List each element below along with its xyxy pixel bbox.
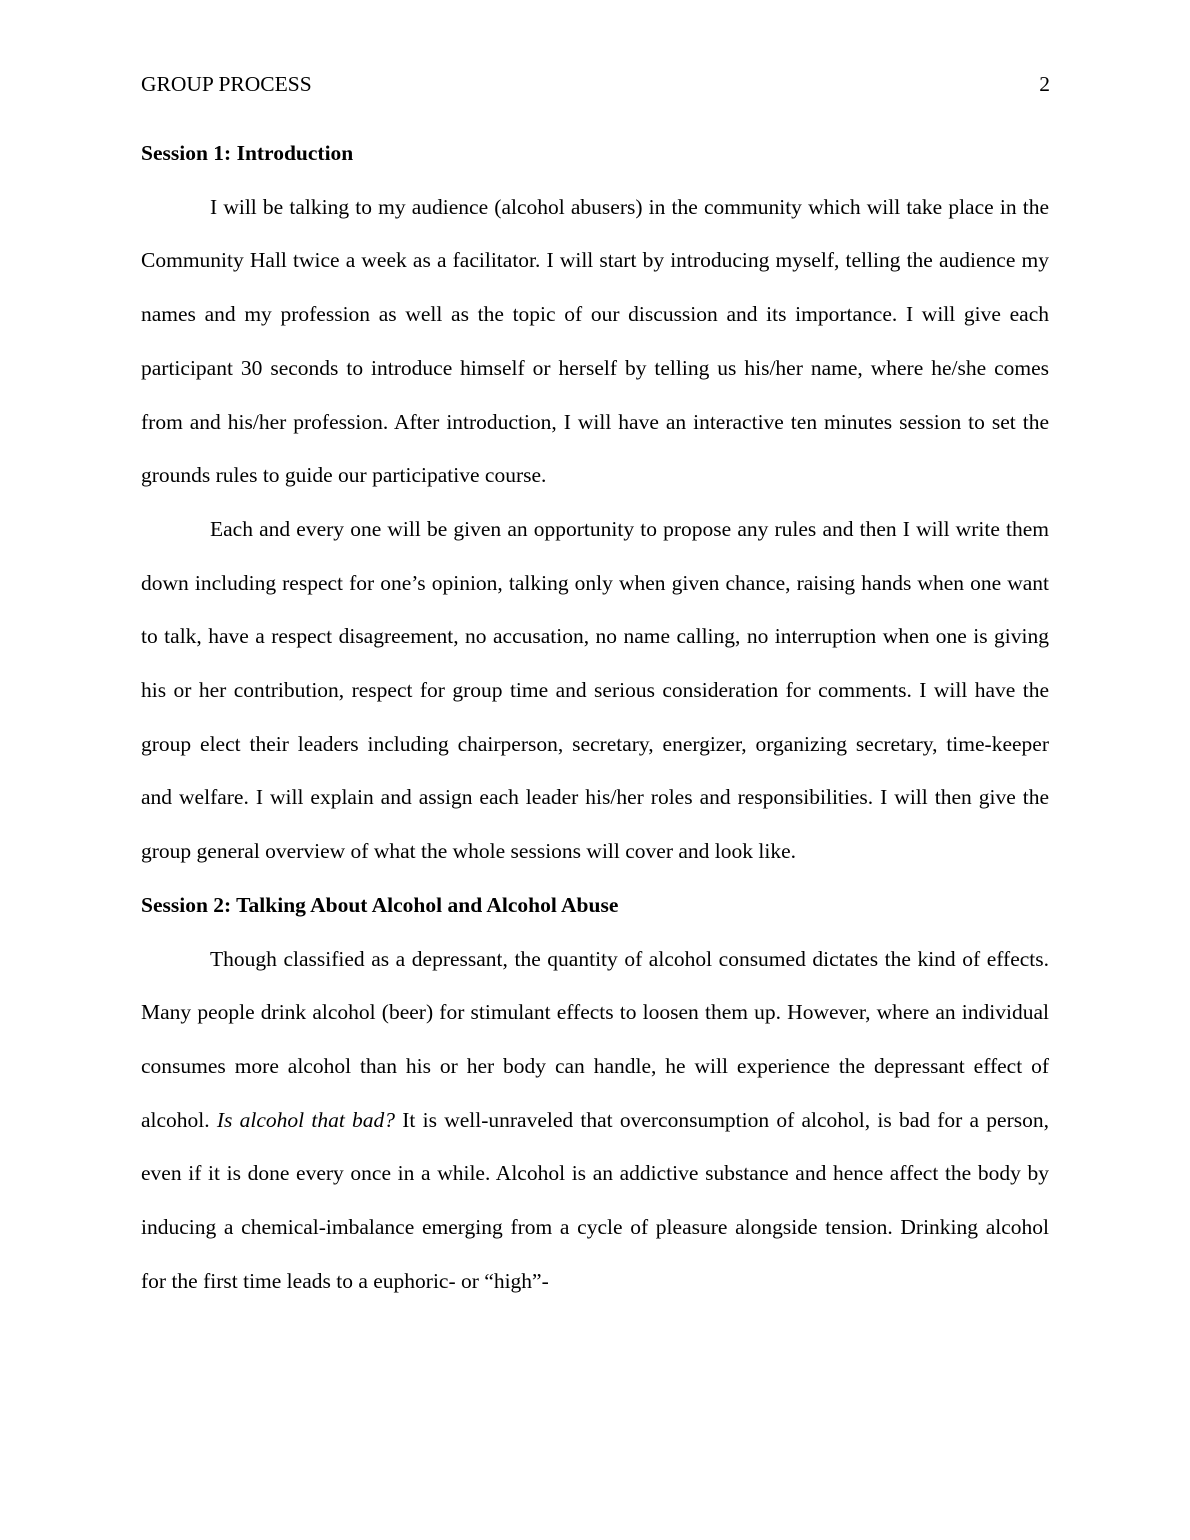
session-1-paragraph-1: I will be talking to my audience (alcohol abusers) in the community which will take place in the Community Hall twice a week as a facilitator. I will start by introducing myself, telling the audience my names and my profession as well as the topic of our discussion and its importance. I will give each participant 30 seconds to introduce himself or herself by telling us his/her name, where he/she comes from and his/her profession. After introduction, I will have an interactive ten minutes session to set the grounds rules to guide our participative course. [141,194,1049,488]
session-2-paragraph-1-text-b: It is well-unraveled that overconsumption of alcohol, is bad for a person, even if it is done every once in a while. Alcohol is an addictive substance and hence affect the body by inducing a chemical-imbalance emerging from a cycle of pleasure alongside tension. Drinking alcohol for the first time leads to a euphoric- or “high”- [141,1107,1049,1293]
session-2-paragraph-1 [141,933,1049,1309]
session-2-paragraph-1-text-a: Though classified as a depressant, the quantity of alcohol consumed dictates the kind of effects. Many people drink alcohol (beer) for stimulant effects to loosen them up. However, where an individual consumes more alcohol than his or her body can handle, he will experience the depressant effect of alcohol. [141,946,1049,1132]
session-1-paragraph-2: Each and every one will be given an opportunity to propose any rules and then I will write them down including respect for one’s opinion, talking only when given chance, raising hands when one want to talk, have a respect disagreement, no accusation, no name calling, no interruption when one is giving his or her contribution, respect for group time and serious consideration for comments. I will have the group elect their leaders including chairperson, secretary, energizer, organizing secretary, time-keeper and welfare. I will explain and assign each leader his/her roles and responsibilities. I will then give the group general overview of what the whole sessions will cover and look like. [141,516,1049,864]
session-1-heading: Session 1: Introduction [141,141,354,165]
running-header [141,70,1050,98]
session-2-italic-question: Is alcohol that bad? [216,1107,396,1132]
page-number: 2 [1039,72,1050,96]
session-2-heading: Session 2: Talking About Alcohol and Alcohol Abuse [141,892,619,917]
running-title: GROUP PROCESS [141,72,312,96]
document-body [141,127,1049,1308]
